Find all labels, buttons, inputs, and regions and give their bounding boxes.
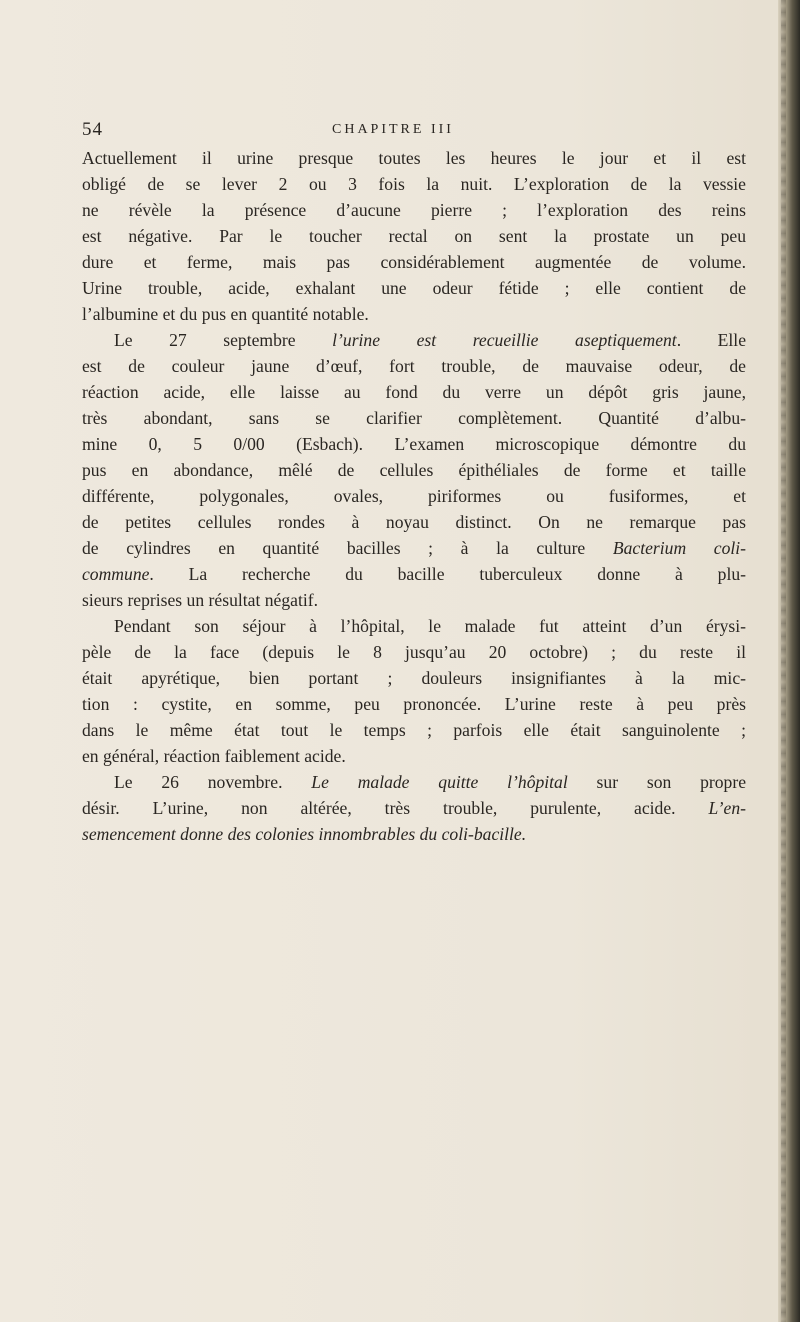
text-segment: ne révèle la présence d’aucune pierre ; l’exploration des reins [82, 200, 746, 220]
text-segment: sieurs reprises un résultat négatif. [82, 590, 318, 610]
italic-text: L’en- [708, 798, 746, 818]
page-edge [778, 0, 800, 1322]
text-line [82, 223, 746, 249]
text-segment: pus en abondance, mêlé de cellules épithéliales de forme et taille [82, 460, 746, 480]
text-segment: l’albumine et du pus en quantité notable. [82, 304, 369, 324]
text-line [82, 639, 746, 665]
text-segment: désir. L’urine, non altérée, très trouble, purulente, acide. [82, 798, 709, 818]
page-header [82, 119, 742, 143]
text-line [82, 509, 746, 535]
text-line [82, 561, 746, 587]
text-line [82, 301, 746, 327]
italic-text: Le malade quitte l’hôpital [311, 772, 568, 792]
text-segment: Urine trouble, acide, exhalant une odeur fétide ; elle contient de [82, 278, 746, 298]
text-segment: Actuellement il urine presque toutes les heures le jour et il est [82, 148, 746, 168]
text-segment: Le 27 septembre [114, 330, 333, 350]
text-line [82, 535, 746, 561]
text-segment: Pendant son séjour à l’hôpital, le malade fut atteint d’un érysi- [114, 616, 746, 636]
text-segment: de petites cellules rondes à noyau distinct. On ne remarque pas [82, 512, 746, 532]
running-head: CHAPITRE III [332, 122, 454, 137]
text-line [82, 483, 746, 509]
text-line [82, 197, 746, 223]
text-segment: . Elle [676, 330, 746, 350]
text-line [82, 145, 746, 171]
text-segment: tion : cystite, en somme, peu prononcée. L’urine reste à peu près [82, 694, 746, 714]
text-segment: réaction acide, elle laisse au fond du verre un dépôt gris jaune, [82, 382, 746, 402]
text-line [82, 457, 746, 483]
italic-text: Bacterium coli- [612, 538, 746, 558]
italic-text: commune [82, 564, 150, 584]
text-line [82, 665, 746, 691]
italic-text: l’urine est recueillie aseptiquement [332, 330, 677, 350]
text-segment: en général, réaction faiblement acide. [82, 746, 346, 766]
text-line [82, 379, 746, 405]
body-text [82, 145, 746, 847]
text-segment: dure et ferme, mais pas considérablement augmentée de volume. [82, 252, 746, 272]
text-line [82, 717, 746, 743]
text-segment: de cylindres en quantité bacilles ; à la culture [82, 538, 613, 558]
text-line [82, 275, 746, 301]
text-line [82, 249, 746, 275]
text-line [82, 327, 746, 353]
text-line [82, 769, 746, 795]
text-segment: mine 0, 5 0/00 (Esbach). L’examen microscopique démontre du [82, 434, 746, 454]
text-line [82, 821, 746, 847]
text-line [82, 691, 746, 717]
text-line [82, 743, 746, 769]
text-line [82, 405, 746, 431]
text-line [82, 171, 746, 197]
text-line [82, 587, 746, 613]
text-segment: est de couleur jaune d’œuf, fort trouble, de mauvaise odeur, de [82, 356, 746, 376]
text-line [82, 431, 746, 457]
text-line [82, 795, 746, 821]
text-segment: pèle de la face (depuis le 8 jusqu’au 20 octobre) ; du reste il [82, 642, 746, 662]
text-segment: . La recherche du bacille tuberculeux donne à plu- [149, 564, 746, 584]
text-segment: différente, polygonales, ovales, piriformes ou fusiformes, et [82, 486, 746, 506]
text-segment: sur son propre [567, 772, 747, 792]
text-line [82, 353, 746, 379]
text-segment: est négative. Par le toucher rectal on sent la prostate un peu [82, 226, 746, 246]
text-segment: Le 26 novembre. [114, 772, 312, 792]
text-line [82, 613, 746, 639]
text-segment: très abondant, sans se clarifier complètement. Quantité d’albu- [82, 408, 746, 428]
text-segment: était apyrétique, bien portant ; douleurs insignifiantes à la mic- [82, 668, 746, 688]
page-edge-shadow [781, 0, 786, 1322]
text-segment: obligé de se lever 2 ou 3 fois la nuit. L’exploration de la vessie [82, 174, 746, 194]
italic-text: semencement donne des colonies innombrables du coli-bacille. [82, 824, 527, 844]
text-segment: dans le même état tout le temps ; parfois elle était sanguinolente ; [82, 720, 746, 740]
page-number: 54 [82, 119, 103, 140]
